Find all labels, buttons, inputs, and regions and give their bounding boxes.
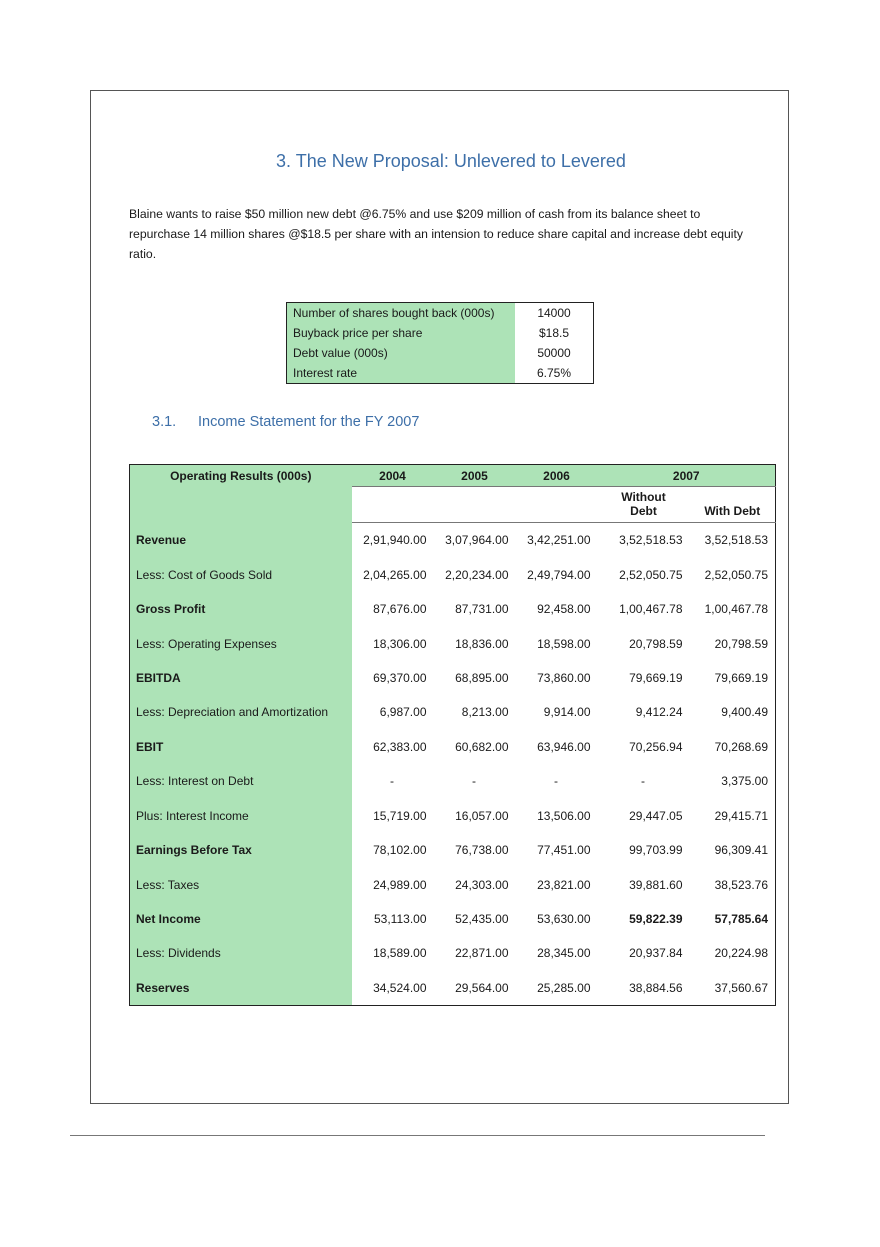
- footer-rule: [70, 1135, 765, 1136]
- row-value: 15,719.00: [373, 808, 427, 823]
- row-value: 38,523.76: [714, 877, 769, 892]
- row-value: 3,07,964.00: [445, 533, 509, 548]
- row-label: Less: Cost of Goods Sold: [130, 557, 352, 591]
- param-value: 50000: [515, 343, 594, 363]
- row-label: Less: Taxes: [130, 867, 352, 901]
- row-value: 9,412.24: [635, 705, 683, 720]
- row-value: 2,04,265.00: [363, 567, 427, 582]
- row-label: Less: Operating Expenses: [130, 626, 352, 660]
- row-value: 20,224.98: [714, 946, 769, 961]
- row-value: 69,370.00: [373, 670, 427, 685]
- row-value: 18,306.00: [373, 636, 427, 651]
- year-header: 2005: [434, 465, 516, 487]
- table-row: [130, 867, 776, 901]
- row-value: -: [641, 774, 645, 789]
- row-label: Less: Depreciation and Amortization: [130, 695, 352, 729]
- row-label: Net Income: [130, 902, 352, 936]
- table-header-row: [130, 465, 776, 487]
- row-value: 29,415.71: [714, 808, 769, 823]
- row-value: 99,703.99: [629, 843, 683, 858]
- table-row: [130, 902, 776, 936]
- section-number: 3.: [276, 151, 292, 171]
- row-value: 2,91,940.00: [363, 533, 427, 548]
- row-value: 23,821.00: [537, 877, 591, 892]
- table-row: [130, 936, 776, 970]
- row-value: 77,451.00: [537, 843, 591, 858]
- table-row: [287, 363, 594, 384]
- row-value: 9,400.49: [721, 705, 769, 720]
- year-header: 2006: [516, 465, 598, 487]
- row-value: -: [472, 774, 476, 789]
- row-value: 68,895.00: [455, 670, 509, 685]
- param-value: 6.75%: [515, 363, 594, 384]
- row-value: 16,057.00: [455, 808, 509, 823]
- row-value: 96,309.41: [714, 843, 769, 858]
- subsection-number: 3.1.: [152, 414, 177, 430]
- row-value: 18,589.00: [373, 946, 427, 961]
- row-value: 78,102.00: [373, 843, 427, 858]
- table-row: [130, 695, 776, 729]
- row-value: 20,798.59: [629, 636, 683, 651]
- param-value: $18.5: [515, 323, 594, 343]
- intro-paragraph: Blaine wants to raise $50 million new debt @6.75% and use $209 million of cash from its balance sheet to repurchase 14 million shares @$18.5 per share with an intension to reduce share capital and increase debt equity ratio.: [129, 207, 743, 261]
- row-value: 29,564.00: [455, 980, 509, 995]
- row-value: 3,375.00: [721, 774, 769, 789]
- row-value: 3,52,518.53: [619, 533, 683, 548]
- buyback-parameters-table: [286, 302, 594, 384]
- row-value: 79,669.19: [714, 670, 769, 685]
- row-value: 70,268.69: [714, 739, 769, 754]
- table-row: [130, 557, 776, 591]
- with-debt-header: With Debt: [690, 504, 776, 523]
- table-row: [130, 730, 776, 764]
- row-value: 22,871.00: [455, 946, 509, 961]
- row-value: 52,435.00: [455, 912, 509, 927]
- row-value: 39,881.60: [629, 877, 683, 892]
- row-value: 60,682.00: [455, 739, 509, 754]
- table-row: [130, 523, 776, 558]
- row-value: 38,884.56: [629, 980, 683, 995]
- row-value: 57,785.64: [714, 912, 769, 927]
- row-value: 62,383.00: [373, 739, 427, 754]
- year-header: 2007: [598, 465, 776, 487]
- param-value: 14000: [515, 303, 594, 324]
- row-value: 20,798.59: [714, 636, 769, 651]
- without-debt-header: Debt: [598, 504, 690, 523]
- row-label: EBITDA: [130, 661, 352, 695]
- table-row: [287, 323, 594, 343]
- table-row: [130, 661, 776, 695]
- row-value: 2,52,050.75: [704, 567, 769, 582]
- row-value: 53,630.00: [537, 912, 591, 927]
- row-value: 2,20,234.00: [445, 567, 509, 582]
- row-value: 29,447.05: [629, 808, 683, 823]
- row-value: 87,676.00: [373, 602, 427, 617]
- row-value: 13,506.00: [537, 808, 591, 823]
- table-row: [130, 764, 776, 798]
- section-heading: [0, 151, 880, 172]
- row-label: Reserves: [130, 971, 352, 1006]
- row-value: 8,213.00: [461, 705, 509, 720]
- row-value: 2,49,794.00: [527, 567, 591, 582]
- row-value: 87,731.00: [455, 602, 509, 617]
- without-debt-header: Without: [621, 490, 666, 504]
- row-value: 1,00,467.78: [619, 602, 683, 617]
- table-row: [287, 303, 594, 324]
- row-value: 59,822.39: [629, 912, 683, 927]
- row-value: 9,914.00: [543, 705, 591, 720]
- corner-header: Operating Results (000s): [130, 465, 352, 487]
- row-label: EBIT: [130, 730, 352, 764]
- row-label: Plus: Interest Income: [130, 799, 352, 833]
- row-value: 18,836.00: [455, 636, 509, 651]
- row-value: 24,989.00: [373, 877, 427, 892]
- row-value: 73,860.00: [537, 670, 591, 685]
- table-row: [130, 592, 776, 626]
- table-row: [130, 626, 776, 660]
- row-value: 18,598.00: [537, 636, 591, 651]
- param-label: Number of shares bought back (000s): [287, 303, 516, 324]
- row-value: 3,42,251.00: [527, 533, 591, 548]
- row-value: -: [554, 774, 558, 789]
- row-label: Revenue: [130, 523, 352, 558]
- year-header: 2004: [352, 465, 434, 487]
- subsection-title: Income Statement for the FY 2007: [198, 414, 420, 430]
- table-row: [130, 971, 776, 1006]
- row-value: 76,738.00: [455, 843, 509, 858]
- table-row: [130, 833, 776, 867]
- row-label: Less: Dividends: [130, 936, 352, 970]
- row-value: -: [390, 774, 394, 789]
- row-value: 53,113.00: [374, 912, 427, 927]
- row-value: 92,458.00: [537, 602, 591, 617]
- row-value: 25,285.00: [537, 980, 591, 995]
- row-value: 37,560.67: [714, 980, 769, 995]
- income-statement-table: [129, 464, 776, 1006]
- param-label: Buyback price per share: [287, 323, 516, 343]
- subsection-heading: [152, 414, 419, 430]
- table-header-row: [130, 487, 776, 505]
- row-label: Gross Profit: [130, 592, 352, 626]
- row-value: 1,00,467.78: [704, 602, 769, 617]
- row-value: 20,937.84: [629, 946, 683, 961]
- row-value: 70,256.94: [629, 739, 683, 754]
- section-title: The New Proposal: Unlevered to Levered: [295, 151, 626, 171]
- row-value: 63,946.00: [537, 739, 591, 754]
- table-row: [287, 343, 594, 363]
- row-value: 24,303.00: [455, 877, 509, 892]
- row-value: 3,52,518.53: [704, 533, 769, 548]
- row-value: 28,345.00: [537, 946, 591, 961]
- row-value: 2,52,050.75: [619, 567, 683, 582]
- table-row: [130, 799, 776, 833]
- row-label: Less: Interest on Debt: [130, 764, 352, 798]
- row-value: 6,987.00: [379, 705, 427, 720]
- param-label: Interest rate: [287, 363, 516, 384]
- row-label: Earnings Before Tax: [130, 833, 352, 867]
- row-value: 79,669.19: [629, 670, 683, 685]
- row-value: 34,524.00: [373, 980, 427, 995]
- table-header-row: [130, 504, 776, 523]
- param-label: Debt value (000s): [287, 343, 516, 363]
